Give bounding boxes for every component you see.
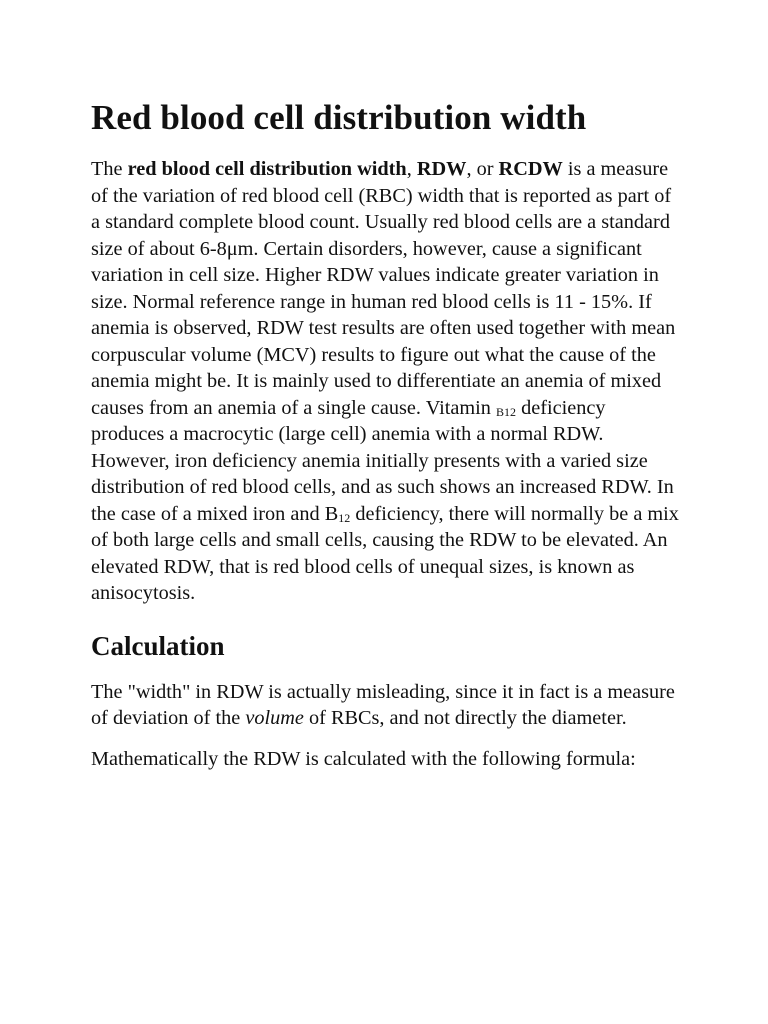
calculation-paragraph-1 (91, 679, 681, 732)
subscript-b12: B12 (496, 404, 517, 419)
term-rdw: RDW (416, 158, 467, 180)
term-rdw-full: red blood cell distribution width (127, 158, 407, 180)
article (91, 96, 681, 786)
calc-text-2: of RBCs, and not directly the diameter. (303, 707, 627, 729)
intro-text-5: deficiency produces a macrocytic (large cell) anemia with a normal RDW. However, iron deficiency anemia initially presents with a varied size distribution of red blood cells, and as such shows an increased RDW. In the case of a mixed iron and B (91, 396, 674, 525)
page-title: Red blood cell distribution width (91, 98, 587, 137)
intro-text-6: deficiency, there will normally be a mix of both large cells and small cells, causing the RDW to be elevated. An elevated RDW, that is red blood cells of unequal sizes, is known as anisocytosis. (91, 502, 679, 604)
emphasis-volume: volume (245, 707, 304, 729)
intro-text-4: is a measure of the variation of red blood cell (RBC) width that is reported as part of a standard complete blood count. Usually red blood cells are a standard size of about 6-8μm. Certain disorders, however, cause a significant variation in cell size. Higher RDW values indicate greater variation in size. Normal reference range in human red blood cells is 11 - 15%. If anemia is observed, RDW test results are often used together with mean corpuscular volume (MCV) results to figure out what the cause of the anemia might be. It is mainly used to differentiate an anemia of mixed causes from an anemia of a single cause. Vitamin (91, 158, 676, 419)
intro-text-1: The (91, 158, 128, 180)
section-heading-calculation: Calculation (91, 630, 225, 661)
calculation-paragraph-2: Mathematically the RDW is calculated with the following formula: (91, 747, 636, 770)
subscript-12: 12 (338, 510, 351, 525)
intro-paragraph (91, 156, 681, 607)
intro-text-2: , (406, 158, 417, 180)
calc-text-1: The "width" in RDW is actually misleading, since it in fact is a measure of deviation of the (91, 680, 675, 729)
intro-text-3: , or (466, 158, 499, 180)
term-rcdw: RCDW (498, 158, 563, 180)
